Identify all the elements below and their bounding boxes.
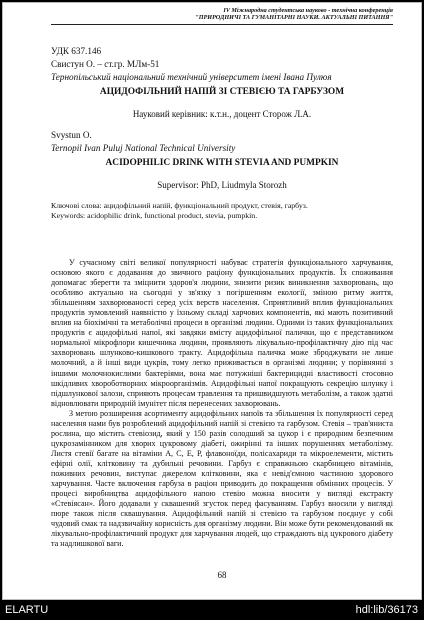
conference-header-line2: "ПРИРОДНИЧІ ТА ГУМАНІТАРНІ НАУКИ. АКТУАЛЬНІ ПИТАННЯ" — [195, 14, 393, 22]
page-number: 68 — [217, 570, 227, 580]
affiliation-en: Ternopil Ivan Puluj National Technical University — [51, 143, 236, 153]
document-page — [2, 2, 422, 600]
author-ua: Свистун О. – ст.гр. МЛм-51 — [51, 59, 160, 69]
title-ua: АЦИДОФІЛЬНИЙ НАПІЙ ЗІ СТЕВІЄЮ ТА ГАРБУЗОМ — [99, 87, 345, 97]
author-en: Svystun O. — [51, 130, 92, 140]
title-en: ACIDOPHILIC DRINK WITH STEVIA AND PUMPKIN — [105, 158, 339, 168]
repository-footer-bar — [0, 600, 424, 620]
supervisor-en: Supervisor: PhD, Liudmyla Storozh — [157, 180, 287, 190]
paragraph-2: З метою розширення асортименту ацидофільних напоїв та збільшення їх популярності серед населення нами був розроблений ацидофільний напій зі стевією та гарбузом. Стевія – трав'яниста рослина, що містить стевіозид, який у 150 разів солодший за цукор і є природним безпечним цукрозамінником для хворих цукровому діабеті, ожирінні та інших порушеннях метаболізму. Листя стевії багате на вітаміни А, С, Е, Р, флавоноїди, полісахариди та мікроелементи, містить ефірні олії, клітковину та дубильні речовини. Гарбуз є справжньою скарбницею вітамінів, поживних речовин, виступає джерелом клітковини, яка є невід'ємною частиною здорового харчування. Часте включення гарбуза в раціон приводить до покращення обмінних процесів. У процесі виробництва ацидофільного напою стевію можна вносити у вигляді екстракту «Стевіясан». Його додавали у сквашений згусток перед фасуванням. Гарбуз вносили у вигляді пюре також після сквашування. Ацидофільний напій зі стевією та гарбузом поєднує у собі чудовий смак та надзвичайну корисність для організму людини. Він може бути рекомендований як лікувально-профілактичний продукт для харчування людей, що страждають від цукрового діабету та надлишкової ваги. — [51, 408, 393, 549]
header-divider — [51, 24, 393, 25]
repository-name: ELARTU — [5, 604, 49, 616]
supervisor-ua: Науковий керівник: к.т.н., доцент Сторож Л.А. — [132, 109, 312, 119]
conference-header-line1: IV Міжнародна студентська науково - технічна конференція — [223, 7, 393, 14]
article-body — [51, 258, 393, 549]
keywords-ua: Ключові слова: ацидофільний напій, функціональний продукт, стевія, гарбуз. — [51, 201, 308, 210]
udk-code: УДК 637.146 — [51, 46, 102, 56]
conference-header — [51, 7, 393, 22]
keywords-en: Keywords: acidophilic drink, functional product, stevia, pumpkin. — [51, 211, 258, 220]
handle-id: hdl:lib/36173 — [355, 604, 418, 616]
paragraph-1: У сучасному світі великої популярності набуває стратегія функціонального харчування, основою якого є додавання до звичного раціону функціональних продуктів. Їх споживання допомагає зберегти та зміцнити здоров'я людини, знизити ризик виникнення захворювань, що особливо актуально на сьогодні у зв'язку з погіршенням екології, зміною ритму життя, збільшенням захворюваності серед усіх верств населення. Сприятливий вплив функціональних продуктів зумовлений наявністю у їхньому складі харчових компонентів, які мають позитивний вплив на біохімічні та метаболічні процеси в організмі людини. Одними із таких функціональних продуктів є ацидофільні напої, які завдяки вмісту ацидофільної палички, що є представником нормальної мікрофлори кишечника людини, проявляють лікувально-профілактичну дію під час захворювань шлунково-кишкового тракту. Ацидофільна паличка може зброджувати не лише молочний, а й інші види цукрів, тому легко приживається в організмі людини; у порівнянні з іншими молочнокислими бактеріями, вона має потужніші бактерицидні властивості стосовно шкідливих хвороботворних мікроорганізмів. Ацидофільні напої покращують секрецію шлунку і підшлункової залози, сприяють процесам травлення та пришвидшують метаболізм, а також здатні відновлювати природній імунітет після перенесених захворювань. — [51, 258, 393, 408]
affiliation-ua: Тернопільський національний технічний університет імені Івана Пулюя — [51, 72, 332, 82]
